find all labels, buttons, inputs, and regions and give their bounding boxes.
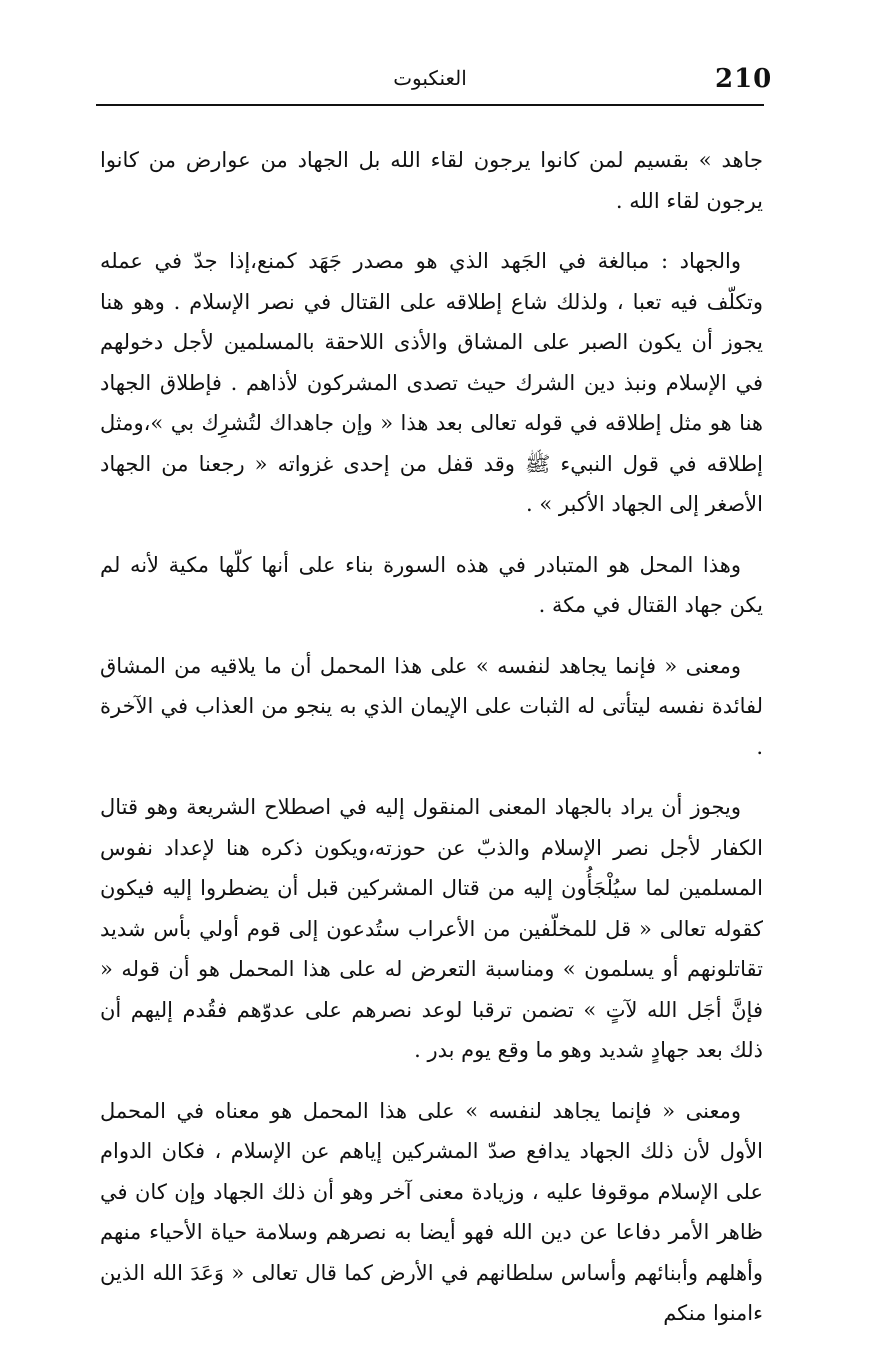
paragraph: والجهاد : مبالغة في الجَهد الذي هو مصدر جَهَد كمنع،إذا جدّ في عمله وتكلّف فيه تعبا ، ولذلك شاع إطلاقه على القتال في نصر الإسلام . وهو هنا يجوز أن يكون الصبر على المشاق والأذى اللاحقة بالمسلمين لأجل دخولهم في الإسلام ونبذ دين الشرك حيث تصدى المشركون لأذاهم . فإطلاق الجهاد هنا هو مثل إطلاقه في قوله تعالى بعد هذا « وإن جاهداك لتُشرِك بي »،ومثل إطلاقه في قول النبيء ﷺ وقد قفل من إحدى غزواته « رجعنا من الجهاد الأصغر إلى الجهاد الأكبر » . bbox=[100, 249, 763, 516]
paragraph: ومعنى « فإنما يجاهد لنفسه » على هذا المحمل أن ما يلاقيه من المشاق لفائدة نفسه ليتأتى له الثبات على الإيمان الذي به ينجو من العذاب في الآخرة . bbox=[100, 653, 763, 759]
page-header bbox=[96, 60, 773, 108]
body-text bbox=[100, 140, 763, 1354]
paragraph: ومعنى « فإنما يجاهد لنفسه » على هذا المحمل هو معناه في المحمل الأول لأن ذلك الجهاد يدافع صدّ المشركين إياهم عن الإسلام ، فكان الدوام على الإسلام موقوفا عليه ، وزيادة معنى آخر وهو أن ذلك الجهاد وإن كان في ظاهر الأمر دفاعا عن دين الله فهو أيضا به نصرهم وسلامة حياة الأحياء منهم وأهلهم وأبنائهم وأساس سلطانهم في الأرض كما قال تعالى « وَعَدَ الله الذين ءامنوا منكم bbox=[100, 1098, 763, 1325]
running-title: العنكبوت bbox=[393, 66, 467, 90]
paragraph: وهذا المحل هو المتبادر في هذه السورة بناء على أنها كلّها مكية لأنه لم يكن جهاد القتال في مكة . bbox=[100, 552, 763, 617]
paragraph: جاهد » بقسيم لمن كانوا يرجون لقاء الله بل الجهاد من عوارض من كانوا يرجون لقاء الله . bbox=[100, 148, 763, 213]
header-divider bbox=[96, 104, 764, 106]
paragraph: ويجوز أن يراد بالجهاد المعنى المنقول إليه في اصطلاح الشريعة وهو قتال الكفار لأجل نصر الإسلام والذبّ عن حوزته،ويكون ذكره هنا لإعداد نفوس المسلمين لما سيُلْجَأُون إليه من قتال المشركين قبل أن يضطروا إليه فيكون كقوله تعالى « قل للمخلّفين من الأعراب ستُدعون إلى قوم أولي بأس شديد تقاتلونهم أو يسلمون » ومناسبة التعرض له على هذا المحمل هو أن قوله « فإنَّ أجَل الله لآتٍ » تضمن ترقبا لوعد نصرهم على عدوّهم فقُدم إليهم أن ذلك بعد جهادٍ شديد وهو ما وقع يوم بدر . bbox=[100, 795, 763, 1062]
page-number: 210 bbox=[715, 64, 773, 94]
